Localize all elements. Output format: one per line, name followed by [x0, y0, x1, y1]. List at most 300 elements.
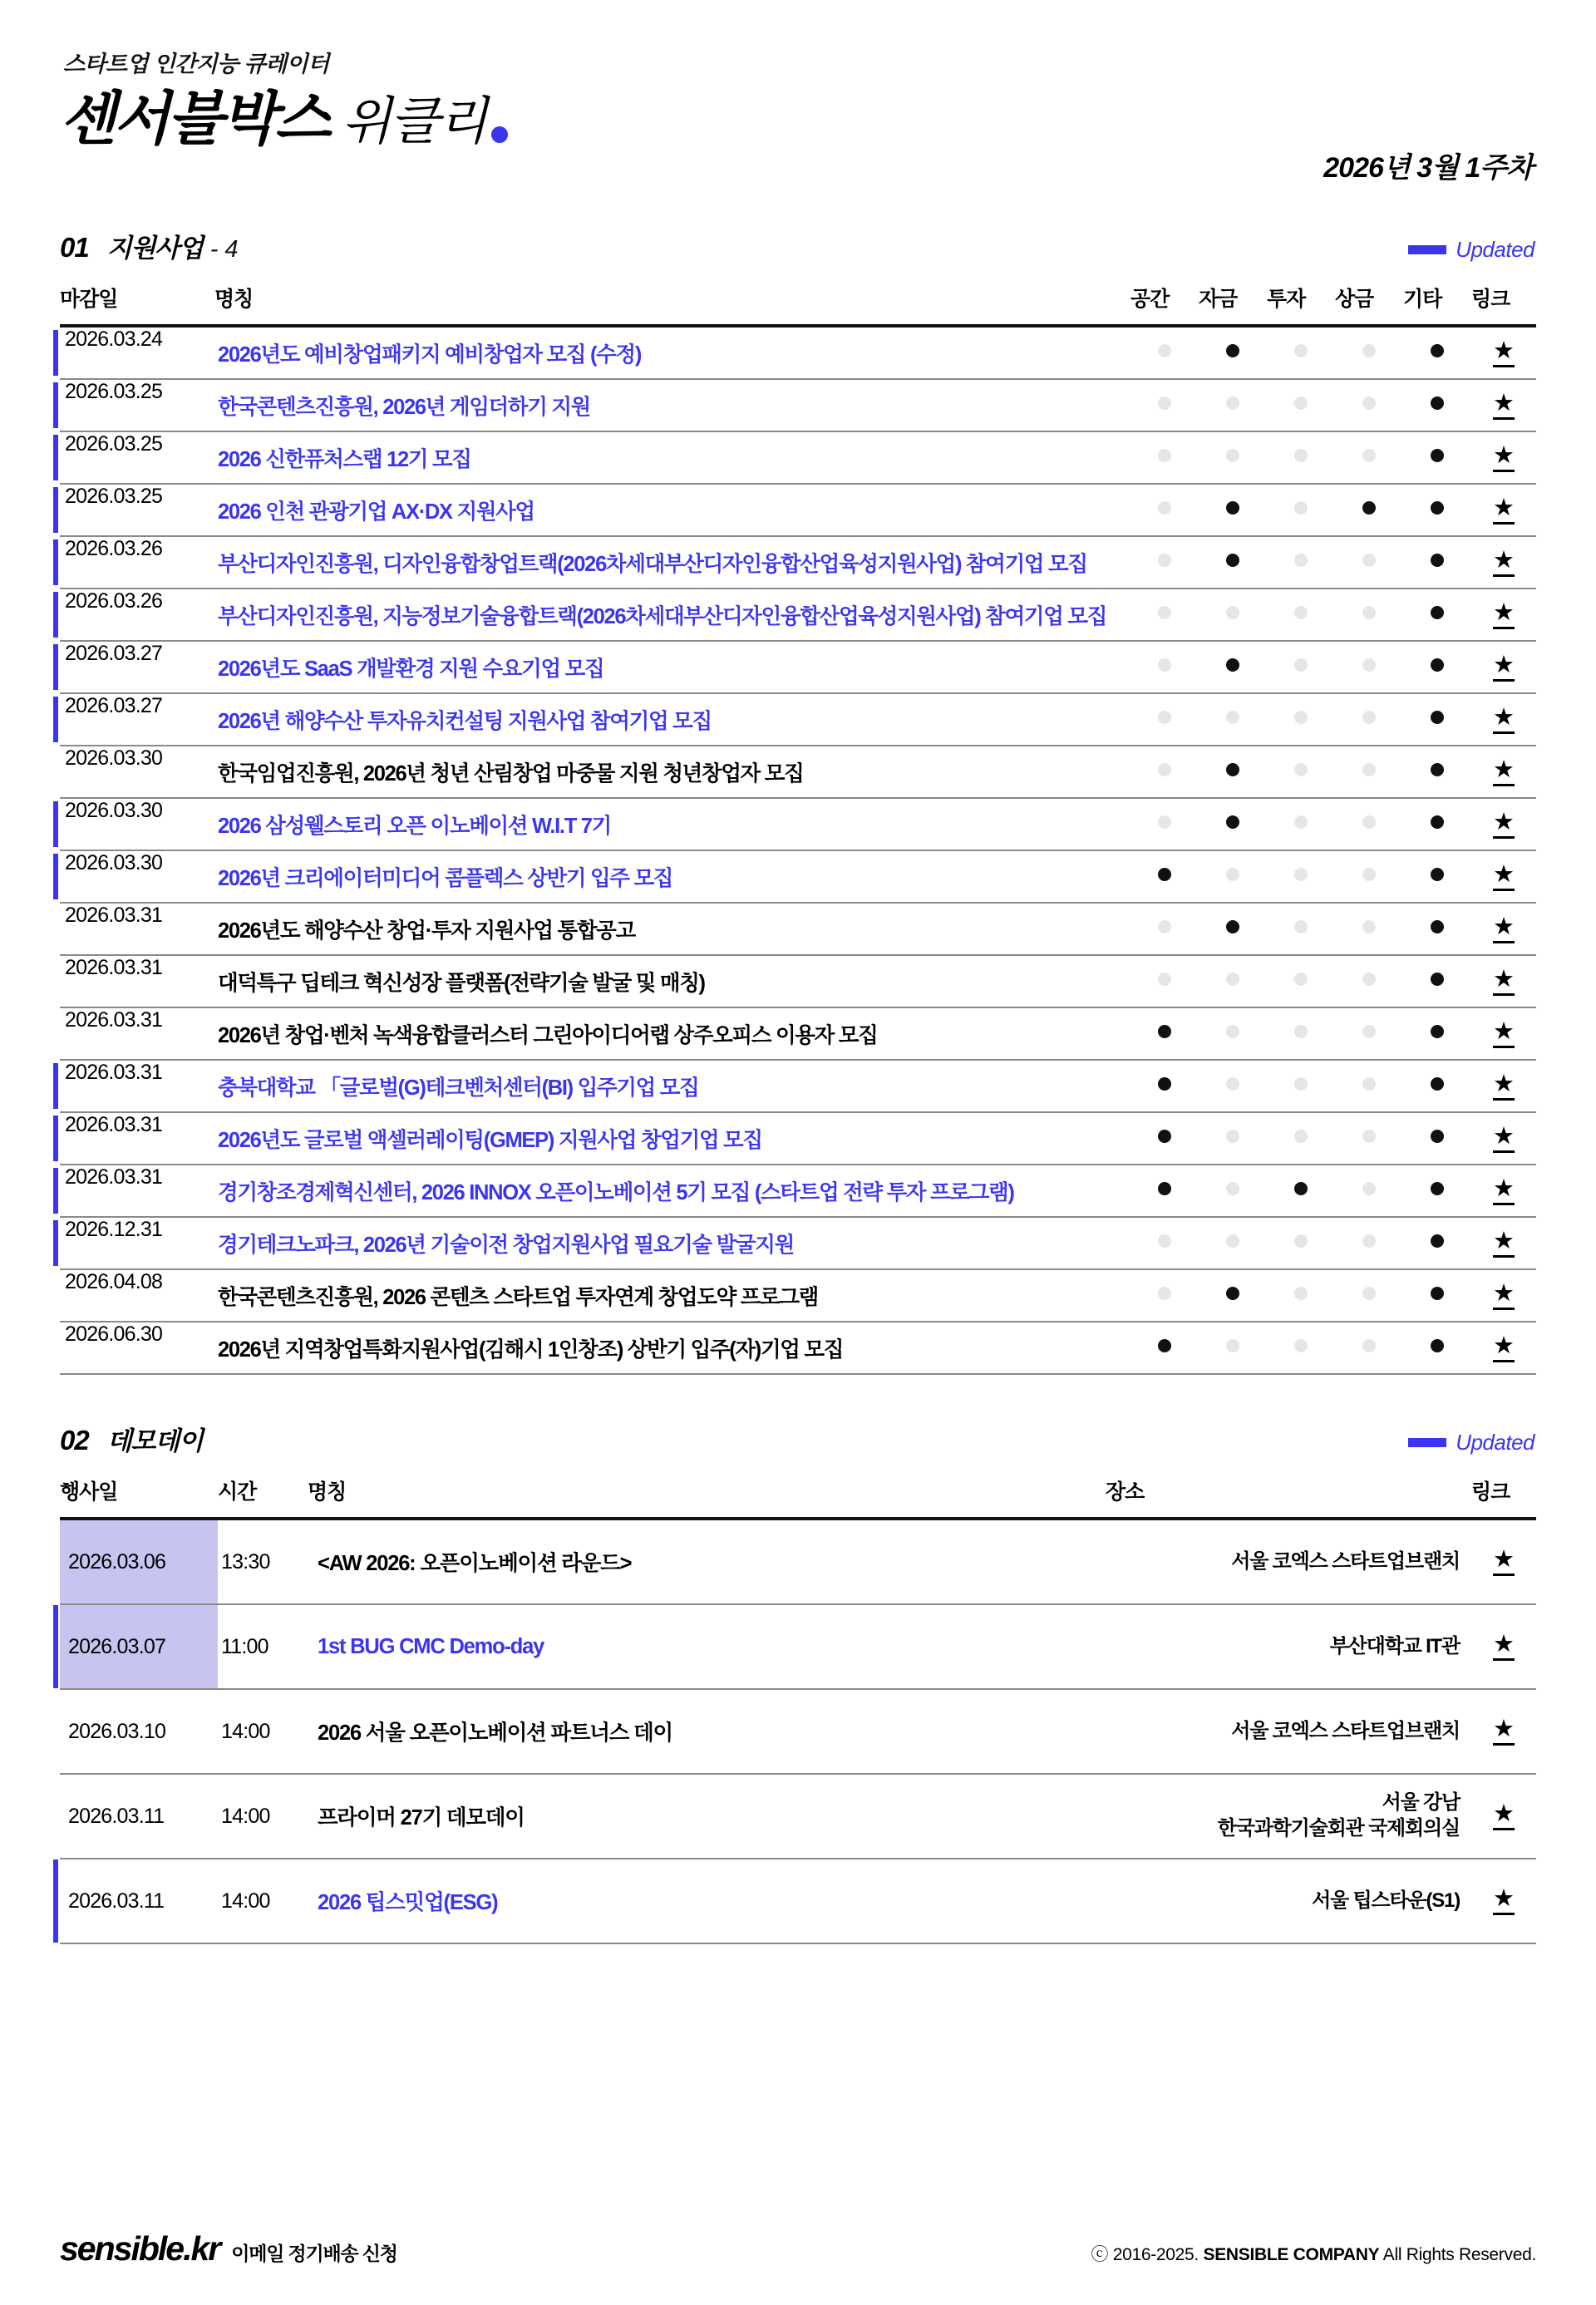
- mark-funding: [1199, 1322, 1267, 1374]
- subscribe-link[interactable]: 이메일 정기배송 신청: [231, 2243, 397, 2264]
- row-deadline: [60, 326, 214, 379]
- section-demoday: [60, 1420, 1536, 1944]
- mark-prize: [1335, 1322, 1403, 1374]
- mark-investment: [1267, 536, 1335, 589]
- mark-funding: [1199, 1165, 1267, 1217]
- mark-space: [1130, 536, 1199, 589]
- dot-filled-icon: [1431, 1339, 1444, 1352]
- mark-funding: [1199, 693, 1267, 746]
- section-02-header: [60, 1420, 1536, 1464]
- mark-prize: [1335, 1217, 1403, 1269]
- dot-empty-icon: [1158, 1234, 1171, 1248]
- table-row: [60, 798, 1536, 850]
- row-event-link-cell[interactable]: [1471, 1774, 1536, 1859]
- mark-investment: [1267, 641, 1335, 693]
- mark-space: [1130, 798, 1199, 850]
- row-event-name[interactable]: [308, 1519, 1106, 1604]
- brand-dot-icon: [491, 126, 508, 143]
- dot-filled-icon: [1431, 763, 1444, 776]
- event-time-text: 13:30: [221, 1549, 270, 1574]
- table-row: [60, 1604, 1536, 1689]
- mark-investment: [1267, 850, 1335, 903]
- dot-empty-icon: [1226, 1130, 1239, 1143]
- row-program-name[interactable]: [214, 431, 1130, 484]
- dot-filled-icon: [1431, 973, 1444, 986]
- row-program-name[interactable]: [214, 746, 1130, 798]
- row-program-name[interactable]: [214, 693, 1130, 746]
- star-icon[interactable]: ★: [1493, 1887, 1515, 1915]
- dot-empty-icon: [1294, 763, 1308, 776]
- deadline-text: 2026.03.26: [65, 589, 163, 613]
- dot-empty-icon: [1294, 815, 1308, 829]
- dot-empty-icon: [1294, 606, 1308, 619]
- row-program-name[interactable]: [214, 1217, 1130, 1269]
- dot-empty-icon: [1362, 449, 1376, 462]
- mark-space: [1130, 746, 1199, 798]
- row-link-cell[interactable]: [1471, 641, 1536, 693]
- row-link-cell[interactable]: [1471, 1269, 1536, 1322]
- row-event-name[interactable]: [308, 1774, 1106, 1859]
- dot-filled-icon: [1431, 449, 1444, 462]
- dot-filled-icon: [1431, 554, 1444, 567]
- section-01-number: 01: [60, 232, 89, 263]
- updated-legend-02: [1408, 1430, 1534, 1455]
- table-row: [60, 484, 1536, 536]
- mark-space: [1130, 589, 1199, 641]
- mark-space: [1130, 850, 1199, 903]
- mark-etc: [1403, 1269, 1471, 1322]
- row-event-venue: [1106, 1689, 1471, 1774]
- col-header-invest: 투자: [1267, 271, 1335, 326]
- mark-space: [1130, 1165, 1199, 1217]
- row-event-name[interactable]: [308, 1604, 1106, 1689]
- event-date-text: 2026.03.07: [60, 1605, 218, 1688]
- star-icon[interactable]: ★: [1493, 444, 1515, 472]
- row-deadline: [60, 1217, 214, 1269]
- table-row: [60, 1322, 1536, 1374]
- mark-funding: [1199, 1217, 1267, 1269]
- event-venue-text: 서울 강남 한국과학기술회관 국제회의실: [1217, 1791, 1460, 1840]
- row-program-name[interactable]: [214, 1060, 1130, 1112]
- star-icon[interactable]: ★: [1493, 1717, 1515, 1746]
- dot-empty-icon: [1226, 1025, 1239, 1038]
- row-link-cell[interactable]: [1471, 1322, 1536, 1374]
- mark-funding: [1199, 431, 1267, 484]
- star-icon[interactable]: ★: [1493, 601, 1515, 629]
- star-icon[interactable]: ★: [1493, 915, 1515, 943]
- dot-empty-icon: [1226, 1234, 1239, 1248]
- star-icon[interactable]: ★: [1493, 863, 1515, 891]
- row-event-name[interactable]: [308, 1689, 1106, 1774]
- mark-etc: [1403, 1112, 1471, 1165]
- row-program-name[interactable]: [214, 955, 1130, 1007]
- event-name-text: 1st BUG CMC Demo-day: [318, 1634, 544, 1658]
- updated-bar-icon: [1408, 1438, 1446, 1447]
- mark-space: [1130, 641, 1199, 693]
- dot-empty-icon: [1294, 396, 1308, 410]
- mark-etc: [1403, 641, 1471, 693]
- deadline-text: 2026.03.27: [65, 642, 163, 665]
- table-row: [60, 536, 1536, 589]
- mark-etc: [1403, 850, 1471, 903]
- dot-empty-icon: [1362, 1339, 1376, 1352]
- brand-name-light: [342, 93, 508, 150]
- row-program-name[interactable]: [214, 1007, 1130, 1060]
- deadline-text: 2026.03.25: [65, 432, 163, 456]
- mark-investment: [1267, 1060, 1335, 1112]
- dot-empty-icon: [1158, 396, 1171, 410]
- dot-empty-icon: [1158, 658, 1171, 672]
- program-name-text: 경기창조경제혁신센터, 2026 INNOX 오픈이노베이션 5기 모집 (스타트업 전략 투자 프로그램): [218, 1180, 1014, 1204]
- row-event-time: [218, 1859, 308, 1943]
- col-header-event-name: 명칭: [308, 1464, 1106, 1519]
- brand-name-bold: 센서블박스: [60, 86, 329, 151]
- table-row: [60, 1859, 1536, 1943]
- star-icon[interactable]: ★: [1493, 1334, 1515, 1362]
- table-row: [60, 431, 1536, 484]
- mark-etc: [1403, 955, 1471, 1007]
- row-program-name[interactable]: [214, 1112, 1130, 1165]
- demoday-table: [60, 1464, 1536, 1944]
- mark-prize: [1335, 693, 1403, 746]
- program-name-text: 충북대학교 「글로벌(G)테크벤처센터(BI) 입주기업 모집: [218, 1076, 699, 1100]
- dot-empty-icon: [1226, 973, 1239, 986]
- dot-empty-icon: [1294, 501, 1308, 515]
- dot-empty-icon: [1158, 711, 1171, 724]
- dot-filled-icon: [1226, 1287, 1239, 1300]
- star-icon[interactable]: ★: [1493, 758, 1515, 786]
- row-program-name[interactable]: [214, 641, 1130, 693]
- dot-empty-icon: [1226, 711, 1239, 724]
- table-row: [60, 1269, 1536, 1322]
- dot-filled-icon: [1431, 1234, 1444, 1248]
- row-deadline: [60, 850, 214, 903]
- star-icon[interactable]: ★: [1493, 1633, 1515, 1661]
- dot-filled-icon: [1431, 606, 1444, 619]
- deadline-text: 2026.03.31: [65, 904, 163, 927]
- star-icon[interactable]: ★: [1493, 653, 1515, 682]
- row-deadline: [60, 484, 214, 536]
- star-icon[interactable]: ★: [1493, 1802, 1515, 1830]
- row-link-cell[interactable]: [1471, 1007, 1536, 1060]
- dot-filled-icon: [1431, 344, 1444, 357]
- support-programs-table: [60, 271, 1536, 1375]
- star-icon[interactable]: ★: [1493, 1072, 1515, 1101]
- dot-empty-icon: [1362, 554, 1376, 567]
- demoday-table-body: [60, 1519, 1536, 1943]
- mark-funding: [1199, 1112, 1267, 1165]
- mark-prize: [1335, 379, 1403, 431]
- dot-empty-icon: [1362, 396, 1376, 410]
- program-name-text: 2026년 해양수산 투자유치컨설팅 지원사업 참여기업 모집: [218, 709, 712, 733]
- event-name-text: 2026 서울 오픈이노베이션 파트너스 데이: [318, 1721, 672, 1745]
- dot-empty-icon: [1158, 606, 1171, 619]
- row-program-name[interactable]: [214, 484, 1130, 536]
- table-row: [60, 641, 1536, 693]
- row-program-name[interactable]: [214, 1269, 1130, 1322]
- star-icon[interactable]: ★: [1493, 1229, 1515, 1258]
- footer-left: [60, 2229, 397, 2268]
- table-row: [60, 1774, 1536, 1859]
- brand-weekly-text: 위클리: [342, 93, 486, 150]
- row-program-name[interactable]: [214, 798, 1130, 850]
- mark-investment: [1267, 431, 1335, 484]
- col-header-space: 공간: [1130, 271, 1199, 326]
- page-footer: [60, 2229, 1536, 2268]
- row-link-cell[interactable]: [1471, 850, 1536, 903]
- dot-empty-icon: [1226, 1182, 1239, 1195]
- event-venue-text: 서울 코엑스 스타트업브랜치: [1231, 1719, 1460, 1742]
- deadline-text: 2026.06.30: [65, 1322, 163, 1346]
- star-icon[interactable]: ★: [1493, 1548, 1515, 1576]
- mark-prize: [1335, 641, 1403, 693]
- row-deadline: [60, 641, 214, 693]
- star-icon[interactable]: ★: [1493, 1177, 1515, 1205]
- dot-filled-icon: [1294, 1182, 1308, 1195]
- row-link-cell[interactable]: [1471, 484, 1536, 536]
- row-program-name[interactable]: [214, 536, 1130, 589]
- mark-etc: [1403, 484, 1471, 536]
- mark-etc: [1403, 746, 1471, 798]
- col-header-deadline: 마감일: [60, 271, 214, 326]
- mark-investment: [1267, 693, 1335, 746]
- table-row: [60, 850, 1536, 903]
- event-date-text: 2026.03.11: [60, 1859, 218, 1943]
- row-link-cell[interactable]: [1471, 1165, 1536, 1217]
- row-program-name[interactable]: [214, 903, 1130, 955]
- mark-space: [1130, 1217, 1199, 1269]
- row-link-cell[interactable]: [1471, 379, 1536, 431]
- mark-etc: [1403, 1060, 1471, 1112]
- dot-filled-icon: [1158, 1339, 1171, 1352]
- mark-investment: [1267, 1007, 1335, 1060]
- dot-empty-icon: [1294, 1130, 1308, 1143]
- mark-funding: [1199, 850, 1267, 903]
- footer-logo[interactable]: sensible.kr: [60, 2229, 220, 2268]
- row-program-name[interactable]: [214, 589, 1130, 641]
- table-row: [60, 379, 1536, 431]
- row-link-cell[interactable]: [1471, 903, 1536, 955]
- row-event-venue: [1106, 1859, 1471, 1943]
- row-deadline: [60, 1269, 214, 1322]
- mark-prize: [1335, 903, 1403, 955]
- mark-funding: [1199, 955, 1267, 1007]
- row-event-venue: [1106, 1604, 1471, 1689]
- row-program-name[interactable]: [214, 326, 1130, 379]
- mark-space: [1130, 903, 1199, 955]
- row-program-name[interactable]: [214, 850, 1130, 903]
- program-name-text: 2026년 지역창업특화지원사업(김해시 1인창조) 상반기 입주(자)기업 모집: [218, 1337, 844, 1362]
- star-icon[interactable]: ★: [1493, 549, 1515, 577]
- deadline-text: 2026.03.25: [65, 485, 163, 508]
- deadline-text: 2026.03.31: [65, 1113, 163, 1136]
- mark-space: [1130, 326, 1199, 379]
- dot-filled-icon: [1431, 501, 1444, 515]
- table-row: [60, 746, 1536, 798]
- program-name-text: 한국임업진흥원, 2026년 청년 산림창업 마중물 지원 청년창업자 모집: [218, 761, 804, 786]
- event-time-text: 11:00: [221, 1634, 268, 1658]
- col-header-time: 시간: [218, 1464, 308, 1519]
- deadline-text: 2026.12.31: [65, 1218, 163, 1241]
- mark-space: [1130, 1322, 1199, 1374]
- row-link-cell[interactable]: [1471, 798, 1536, 850]
- row-event-link-cell[interactable]: [1471, 1689, 1536, 1774]
- dot-filled-icon: [1158, 868, 1171, 881]
- row-link-cell[interactable]: [1471, 536, 1536, 589]
- dot-empty-icon: [1294, 711, 1308, 724]
- mark-prize: [1335, 484, 1403, 536]
- row-event-link-cell[interactable]: [1471, 1519, 1536, 1604]
- row-deadline: [60, 379, 214, 431]
- program-name-text: 2026 삼성웰스토리 오픈 이노베이션 W.I.T 7기: [218, 814, 611, 838]
- event-name-text: 프라이머 27기 데모데이: [318, 1806, 525, 1830]
- row-link-cell[interactable]: [1471, 1060, 1536, 1112]
- row-event-date: [60, 1774, 218, 1859]
- col-header-funding: 자금: [1199, 271, 1267, 326]
- row-link-cell[interactable]: [1471, 431, 1536, 484]
- mark-etc: [1403, 536, 1471, 589]
- section-02-number: 02: [60, 1425, 89, 1455]
- mark-funding: [1199, 484, 1267, 536]
- masthead: [60, 46, 1536, 195]
- dot-empty-icon: [1362, 344, 1376, 357]
- deadline-text: 2026.03.31: [65, 1061, 163, 1084]
- table-row: [60, 693, 1536, 746]
- dot-empty-icon: [1362, 606, 1376, 619]
- row-link-cell[interactable]: [1471, 693, 1536, 746]
- demoday-table-header-row: [60, 1464, 1536, 1519]
- mark-funding: [1199, 746, 1267, 798]
- row-deadline: [60, 798, 214, 850]
- deadline-text: 2026.03.31: [65, 1165, 163, 1189]
- row-deadline: [60, 1165, 214, 1217]
- mark-space: [1130, 1269, 1199, 1322]
- support-table-header-row: [60, 271, 1536, 326]
- row-event-time: [218, 1689, 308, 1774]
- mark-space: [1130, 1112, 1199, 1165]
- mark-investment: [1267, 955, 1335, 1007]
- row-event-date: [60, 1859, 218, 1943]
- row-event-link-cell[interactable]: [1471, 1604, 1536, 1689]
- row-link-cell[interactable]: [1471, 1217, 1536, 1269]
- row-link-cell[interactable]: [1471, 1112, 1536, 1165]
- mark-prize: [1335, 589, 1403, 641]
- mark-prize: [1335, 1165, 1403, 1217]
- support-table-body: [60, 326, 1536, 1374]
- event-time-text: 14:00: [221, 1804, 270, 1828]
- mark-etc: [1403, 1322, 1471, 1374]
- event-venue-text: 부산대학교 IT관: [1329, 1634, 1460, 1657]
- event-date-text: 2026.03.10: [68, 1719, 166, 1743]
- deadline-text: 2026.03.30: [65, 746, 163, 770]
- brand-title: [60, 86, 1536, 151]
- program-name-text: 2026 신한퓨처스랩 12기 모집: [218, 447, 471, 471]
- table-row: [60, 326, 1536, 379]
- dot-empty-icon: [1158, 1287, 1171, 1300]
- row-link-cell[interactable]: [1471, 326, 1536, 379]
- row-event-link-cell[interactable]: [1471, 1859, 1536, 1943]
- row-link-cell[interactable]: [1471, 746, 1536, 798]
- mark-space: [1130, 431, 1199, 484]
- deadline-text: 2026.03.31: [65, 956, 163, 979]
- event-date-text: 2026.03.11: [68, 1804, 165, 1828]
- dot-empty-icon: [1362, 763, 1376, 776]
- row-event-name[interactable]: [308, 1859, 1106, 1943]
- mark-investment: [1267, 484, 1335, 536]
- mark-investment: [1267, 1112, 1335, 1165]
- dot-filled-icon: [1226, 658, 1239, 672]
- star-icon[interactable]: ★: [1493, 706, 1515, 734]
- row-link-cell[interactable]: [1471, 589, 1536, 641]
- row-link-cell[interactable]: [1471, 955, 1536, 1007]
- dot-empty-icon: [1226, 868, 1239, 881]
- program-name-text: 부산디자인진흥원, 디자인융합창업트랙(2026차세대부산디자인융합산업육성지원사업) 참여기업 모집: [218, 552, 1087, 576]
- star-icon[interactable]: ★: [1493, 496, 1515, 525]
- star-icon[interactable]: ★: [1493, 968, 1515, 996]
- dot-empty-icon: [1226, 1077, 1239, 1091]
- star-icon[interactable]: ★: [1493, 1125, 1515, 1153]
- dot-empty-icon: [1362, 815, 1376, 829]
- dot-empty-icon: [1294, 868, 1308, 881]
- table-row: [60, 1519, 1536, 1604]
- mark-investment: [1267, 1322, 1335, 1374]
- star-icon[interactable]: ★: [1493, 1282, 1515, 1310]
- mark-prize: [1335, 955, 1403, 1007]
- star-icon[interactable]: ★: [1493, 339, 1515, 367]
- deadline-text: 2026.04.08: [65, 1270, 163, 1293]
- mark-prize: [1335, 850, 1403, 903]
- row-event-venue: [1106, 1774, 1471, 1859]
- table-row: [60, 1007, 1536, 1060]
- row-deadline: [60, 955, 214, 1007]
- rights-text: All Rights Reserved.: [1382, 2245, 1536, 2264]
- row-program-name[interactable]: [214, 379, 1130, 431]
- mark-prize: [1335, 798, 1403, 850]
- mark-etc: [1403, 431, 1471, 484]
- mark-etc: [1403, 693, 1471, 746]
- dot-empty-icon: [1158, 920, 1171, 933]
- col-header-prize: 상금: [1335, 271, 1403, 326]
- row-event-date: [60, 1689, 218, 1774]
- company-name: SENSIBLE COMPANY: [1203, 2245, 1380, 2264]
- event-venue-text: 서울 팁스타운(S1): [1312, 1889, 1460, 1912]
- dot-empty-icon: [1158, 449, 1171, 462]
- star-icon[interactable]: ★: [1493, 392, 1515, 420]
- mark-investment: [1267, 1217, 1335, 1269]
- dot-filled-icon: [1431, 396, 1444, 410]
- dot-filled-icon: [1158, 1025, 1171, 1038]
- program-name-text: 대덕특구 딥테크 혁신성장 플랫폼(전략기술 발굴 및 매칭): [218, 971, 705, 995]
- row-deadline: [60, 746, 214, 798]
- star-icon[interactable]: ★: [1493, 810, 1515, 839]
- dot-empty-icon: [1362, 1234, 1376, 1248]
- mark-etc: [1403, 1217, 1471, 1269]
- row-program-name[interactable]: [214, 1322, 1130, 1374]
- mark-funding: [1199, 589, 1267, 641]
- dot-empty-icon: [1226, 1339, 1239, 1352]
- section-02-title: 데모데이: [106, 1426, 203, 1455]
- program-name-text: 2026년 창업·벤처 녹색융합클러스터 그린아이디어랩 상주오피스 이용자 모집: [218, 1023, 878, 1047]
- mark-prize: [1335, 326, 1403, 379]
- star-icon[interactable]: ★: [1493, 1020, 1515, 1048]
- row-program-name[interactable]: [214, 1165, 1130, 1217]
- mark-etc: [1403, 1165, 1471, 1217]
- dot-filled-icon: [1431, 815, 1444, 829]
- event-time-text: 14:00: [221, 1719, 270, 1743]
- program-name-text: 2026 인천 관광기업 AX·DX 지원사업: [218, 500, 534, 524]
- dot-filled-icon: [1226, 763, 1239, 776]
- row-event-time: [218, 1519, 308, 1604]
